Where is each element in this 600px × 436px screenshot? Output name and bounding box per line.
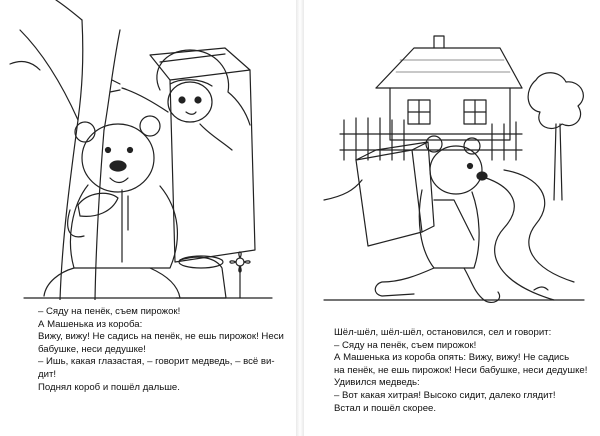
- text-line: Встал и пошёл скорее.: [334, 402, 437, 414]
- book-spine: [296, 0, 304, 436]
- right-page: [304, 0, 600, 436]
- text-line: – Вот какая хитрая! Высоко сидит, далеко глядит!: [334, 389, 556, 401]
- story-text-right: [334, 327, 587, 415]
- text-line: Удивился медведь:: [334, 377, 420, 389]
- text-line: Поднял короб и пошёл дальше.: [38, 381, 180, 393]
- text-line: на пенёк, не ешь пирожок! Неси бабушке, неси дедушке!: [334, 364, 588, 376]
- illustration-bear-eating-with-masha: [0, 0, 296, 300]
- text-line: – Ишь, какая глазастая, – говорит медведь, – всё ви-: [38, 356, 275, 368]
- text-line: бабушке, неси дедушке!: [38, 343, 146, 355]
- text-line: Вижу, вижу! Не садись на пенёк, не ешь пирожок! Неси: [38, 331, 284, 343]
- text-line: дит!: [38, 368, 57, 380]
- text-line: – Сяду на пенёк, съем пирожок!: [334, 339, 477, 351]
- text-line: А Машенька из короба опять: Вижу, вижу! Не садись: [334, 352, 570, 364]
- text-line: А Машенька из короба:: [38, 318, 143, 330]
- illustration-bear-carrying-basket: [304, 0, 600, 320]
- text-line: Шёл-шёл, шёл-шёл, остановился, сел и говорит:: [334, 327, 552, 338]
- story-text-left: [38, 306, 284, 394]
- text-line: – Сяду на пенёк, съем пирожок!: [38, 306, 181, 317]
- left-page: [0, 0, 296, 436]
